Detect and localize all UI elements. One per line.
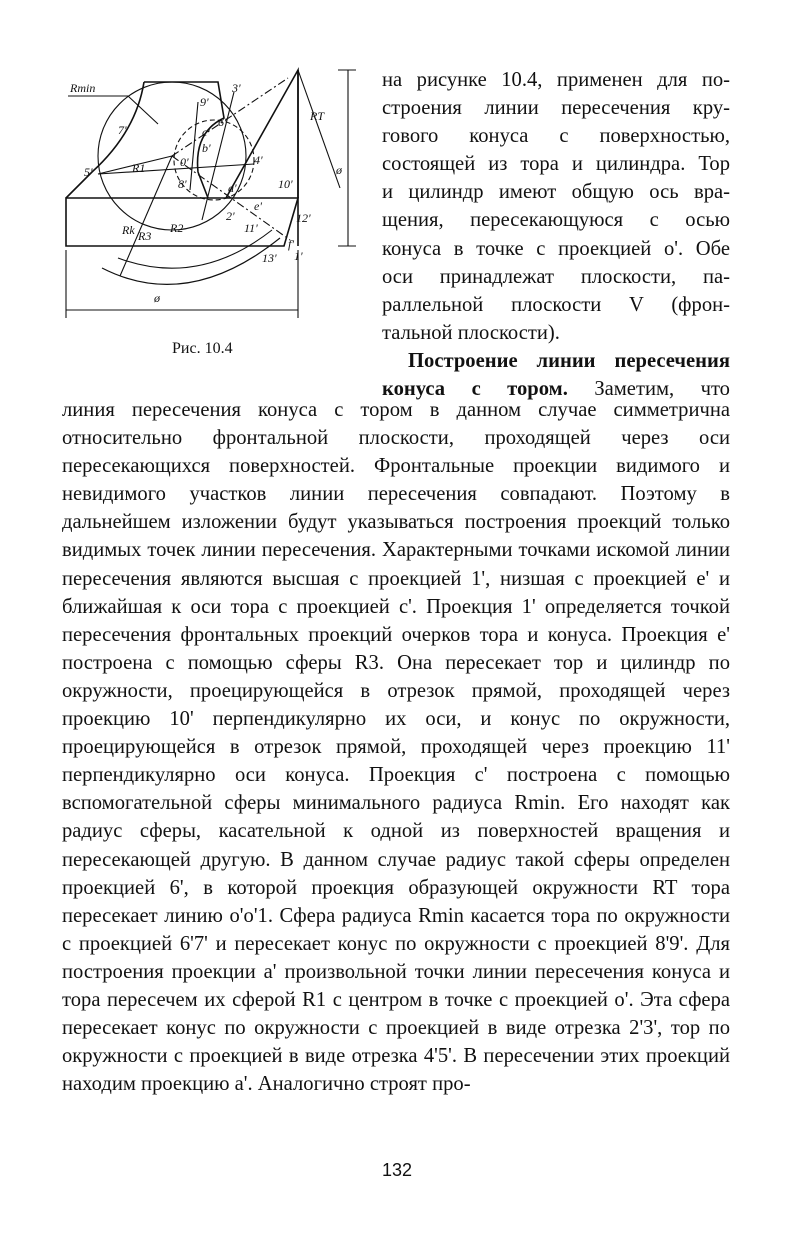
label-point-7: 7': [118, 123, 127, 137]
label-point-1: 1': [294, 249, 303, 263]
label-point-11: 11': [244, 221, 258, 235]
right-column-text: [382, 66, 730, 403]
label-point-o: 0': [180, 155, 189, 169]
right-line: конуса в точке с проекцией o'. Обе: [382, 237, 730, 260]
label-rt: RT: [310, 109, 325, 123]
right-line: и цилиндр имеют общую ось вра-: [382, 181, 730, 204]
figure-drawing: [58, 62, 358, 330]
right-line: раллельной плоскости V (фрон-: [382, 293, 730, 316]
label-rmin: Rmin: [70, 81, 96, 95]
right-line: состоящей из тора и цилиндра. Тор: [382, 153, 730, 176]
right-line: строения линии пересечения кру-: [382, 97, 730, 120]
right-line: на рисунке 10.4, применен для по-: [382, 69, 730, 91]
label-r1: R1: [132, 161, 146, 175]
right-line: тальной плоскости).: [382, 321, 560, 344]
label-point-6: 6': [218, 115, 227, 129]
label-point-e: e': [254, 199, 262, 213]
radius-rt: [298, 70, 340, 188]
label-diam-bottom: ø: [154, 291, 160, 305]
label-point-4: 4': [254, 153, 263, 167]
label-point-10: 10': [278, 177, 293, 191]
right-line: щения, пересекающуюся с осью: [382, 209, 730, 232]
label-rk: Rk: [122, 223, 135, 237]
right-line: гового конуса с поверхностью,: [382, 125, 730, 148]
label-point-c: c': [202, 125, 210, 139]
label-diam-side: ø: [336, 163, 342, 177]
label-point-8: 8': [178, 177, 187, 191]
label-point-f: f': [288, 237, 294, 251]
body-paragraph: линия пересечения конуса с тором в данном случае симметрична относительно фронтальной плоскости, проходящей через оси пересекающихся поверхностей. Фронтальные проекции видимого и невидимого участков линии пересечения совпадают. Поэтому в дальнейшем изложении будут указываться построения проекций только видимых точек линии пересечения. Характерными точками искомой линии пересечения являются высшая с проекцией 1', низшая с проекцией e' и ближайшая к оси тора с проекцией c'. Проекция 1' определяется точкой пересечения фронтальных проекций очерков тора и конуса. Проекция e' построена с помощью сферы R3. Она пересекает тор и цилиндр по окружности, проецирующейся в отрезок прямой, проходящей через проекцию 10' перпендикулярно их оси, и конус по окружности, проецирующейся в отрезок прямой, проходящей через проекцию 11' перпендикулярно оси конуса. Проекция c' построена с помощью вспомогательной сферы минимального радиуса Rmin. Его находят как радиус сферы, касательной к одной из поверхностей вращения и пересекающей другую. В данном случае радиус такой сферы определен проекцией 6', в которой проекция образующей окружности RT тора пересекает линию o'o'1. Сфера радиуса Rmin касается тора по окружности с проекцией 6'7' и пересекает конус по окружности с проекцией 8'9'. Для построения проекции a' произвольной точки линии пересечения конуса и тора пересечем их сферой R1 с центром в точке с проекцией o'. Эта сфера пересекает конус по окружности с проекцией в виде отрезка 2'3', тор по окружности с проекцией в виде отрезка 4'5'. В пересечении этих проекций находим проекцию a'. Аналогично строят про-: [62, 399, 730, 1096]
label-point-3: 3': [232, 81, 241, 95]
axis-line-2: [172, 78, 288, 156]
page-number: 132: [381, 1160, 413, 1180]
label-point-5: 5': [84, 165, 93, 179]
label-point-13: 13': [262, 251, 277, 265]
label-point-9: 9': [200, 95, 209, 109]
section-heading-part2: конуса с тором.: [382, 378, 568, 401]
label-r2: R2: [170, 221, 184, 235]
right-line: оси принадлежат плоскости, па-: [382, 265, 730, 288]
label-point-a: a': [228, 181, 237, 195]
figure-10-4: [58, 62, 358, 330]
label-point-12: 12': [296, 211, 311, 225]
label-r3: R3: [138, 229, 152, 243]
main-body-text: [62, 396, 730, 1098]
section-intro: Заметим, что: [594, 378, 730, 401]
label-point-b: b': [202, 141, 211, 155]
label-point-2: 2': [226, 209, 235, 223]
section-heading-part1: Построение линии пересечения: [408, 349, 730, 372]
chord-8-9: [190, 102, 198, 190]
chord-2-3: [202, 92, 234, 220]
figure-caption: Рис. 10.4: [172, 340, 233, 357]
